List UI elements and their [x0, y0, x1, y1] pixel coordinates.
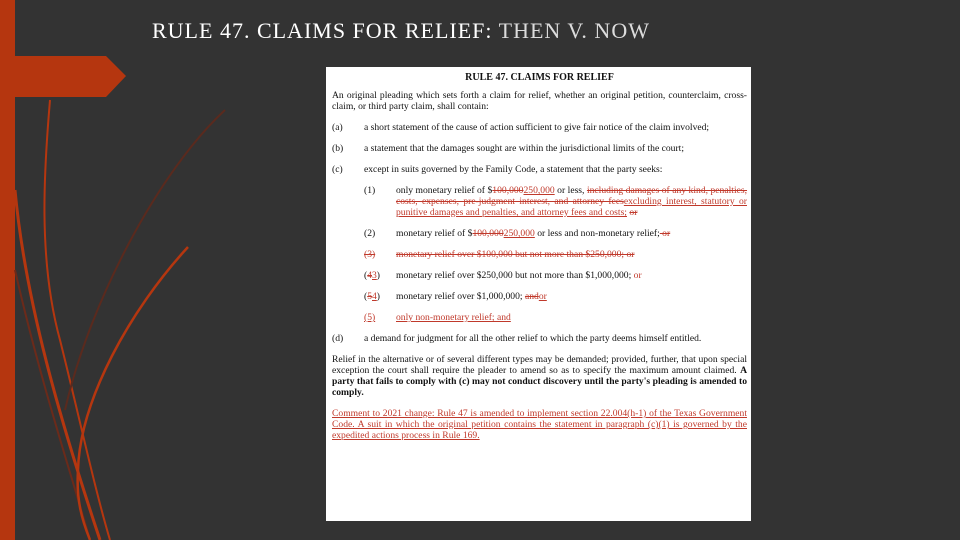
subitem-4-text	[396, 270, 747, 281]
inserted-text: 4	[372, 291, 377, 302]
paren: )	[376, 270, 380, 281]
subitem-2-text	[396, 228, 747, 239]
intro-paragraph: An original pleading which sets forth a claim for relief, whether an original petition, counterclaim, cross-claim, or third party claim, shall contain:	[332, 90, 747, 112]
item-b-label: (b)	[332, 143, 344, 154]
subitem-new-5-text: only non-monetary relief; and	[396, 312, 511, 323]
inserted-text: excluding interest, statutory or punitive damages and penalties, and attorney fees and costs;	[396, 196, 747, 218]
item-a-text: a short statement of the cause of action sufficient to give fair notice of the claim involved;	[364, 122, 710, 133]
item-d-label: (d)	[332, 333, 344, 344]
deleted-text: or	[629, 207, 638, 218]
text-run: monetary relief over $250,000 but not more than $1,000,000;	[396, 270, 634, 281]
subitem-1-text	[396, 185, 747, 218]
item-b	[332, 143, 747, 154]
deleted-text: 4	[367, 270, 372, 281]
item-c	[332, 164, 747, 175]
subitem-1-label: (1)	[364, 185, 376, 196]
subitem-2-label: (2)	[364, 228, 376, 239]
text-run: only monetary relief of $	[396, 185, 493, 196]
paren: (	[364, 270, 368, 281]
text-run: or less,	[554, 185, 587, 196]
closing-paragraph	[332, 354, 747, 398]
text-run: or less and non-monetary relief;	[534, 228, 660, 239]
item-d-text: a demand for judgment for all the other relief to which the party deems himself entitled.	[364, 333, 702, 344]
subitem-3-deleted	[332, 249, 747, 260]
inserted-text: 3	[372, 270, 377, 281]
paren: (	[364, 291, 368, 302]
subitem-2	[332, 228, 747, 239]
subitem-4	[332, 270, 747, 281]
paren: )	[376, 291, 380, 302]
item-d	[332, 333, 747, 344]
subitem-5-label	[364, 291, 396, 302]
item-a	[332, 122, 747, 133]
item-c-label: (c)	[332, 164, 343, 175]
subitem-new-5-label: (5)	[364, 312, 376, 323]
item-a-label: (a)	[332, 122, 343, 133]
deleted-text: 100,000	[472, 228, 504, 239]
inserted-text: 250,000	[503, 228, 535, 239]
item-b-text: a statement that the damages sought are within the jurisdictional limits of the court;	[364, 143, 684, 154]
inserted-text: 250,000	[523, 185, 555, 196]
rule-document-image	[326, 67, 751, 521]
subitem-1	[332, 185, 747, 218]
text-run: monetary relief of $	[396, 228, 473, 239]
inserted-text: or	[538, 291, 547, 302]
deleted-text: or	[659, 228, 671, 239]
subitem-3-text: monetary relief over $100,000 but not more than $250,000; or	[396, 249, 635, 260]
comment-2021-change: Comment to 2021 change: Rule 47 is amended to implement section 22.004(h-1) of the Texas Government Code. A suit in which the original petition contains the statement in paragraph (c)(1) is governed by the expedited actions process in Rule 169.	[332, 408, 747, 441]
deleted-text: 5	[367, 291, 372, 302]
slide-title-accent: THEN V. NOW	[498, 18, 650, 43]
deleted-text: 100,000	[492, 185, 524, 196]
subitem-5-text	[396, 291, 747, 302]
text-run: Relief in the alternative or of several different types may be demanded; provided, further, that upon special exception the court shall require the pleader to amend so as to specify the maximum amount claimed.	[332, 354, 747, 376]
subitem-4-label	[364, 270, 396, 281]
slide-title	[152, 18, 650, 44]
added-sentence: A party that fails to comply with (c) may not conduct discovery until the party's pleading is amended to comply.	[332, 365, 747, 398]
document-heading: RULE 47. CLAIMS FOR RELIEF	[465, 72, 614, 83]
text-run: monetary relief over $1,000,000;	[396, 291, 525, 302]
deleted-text: and	[524, 291, 539, 302]
deleted-text: including damages of any kind, penalties, costs, expenses, pre-judgment interest, and attorney fees	[396, 185, 748, 207]
subitem-new-5-inserted	[332, 312, 747, 323]
slide-title-main: RULE 47. CLAIMS FOR RELIEF:	[152, 18, 499, 43]
subitem-5	[332, 291, 747, 302]
item-c-text: except in suits governed by the Family Code, a statement that the party seeks:	[364, 164, 663, 175]
subitem-3-label: (3)	[364, 249, 376, 260]
redline-text: or	[633, 270, 642, 281]
